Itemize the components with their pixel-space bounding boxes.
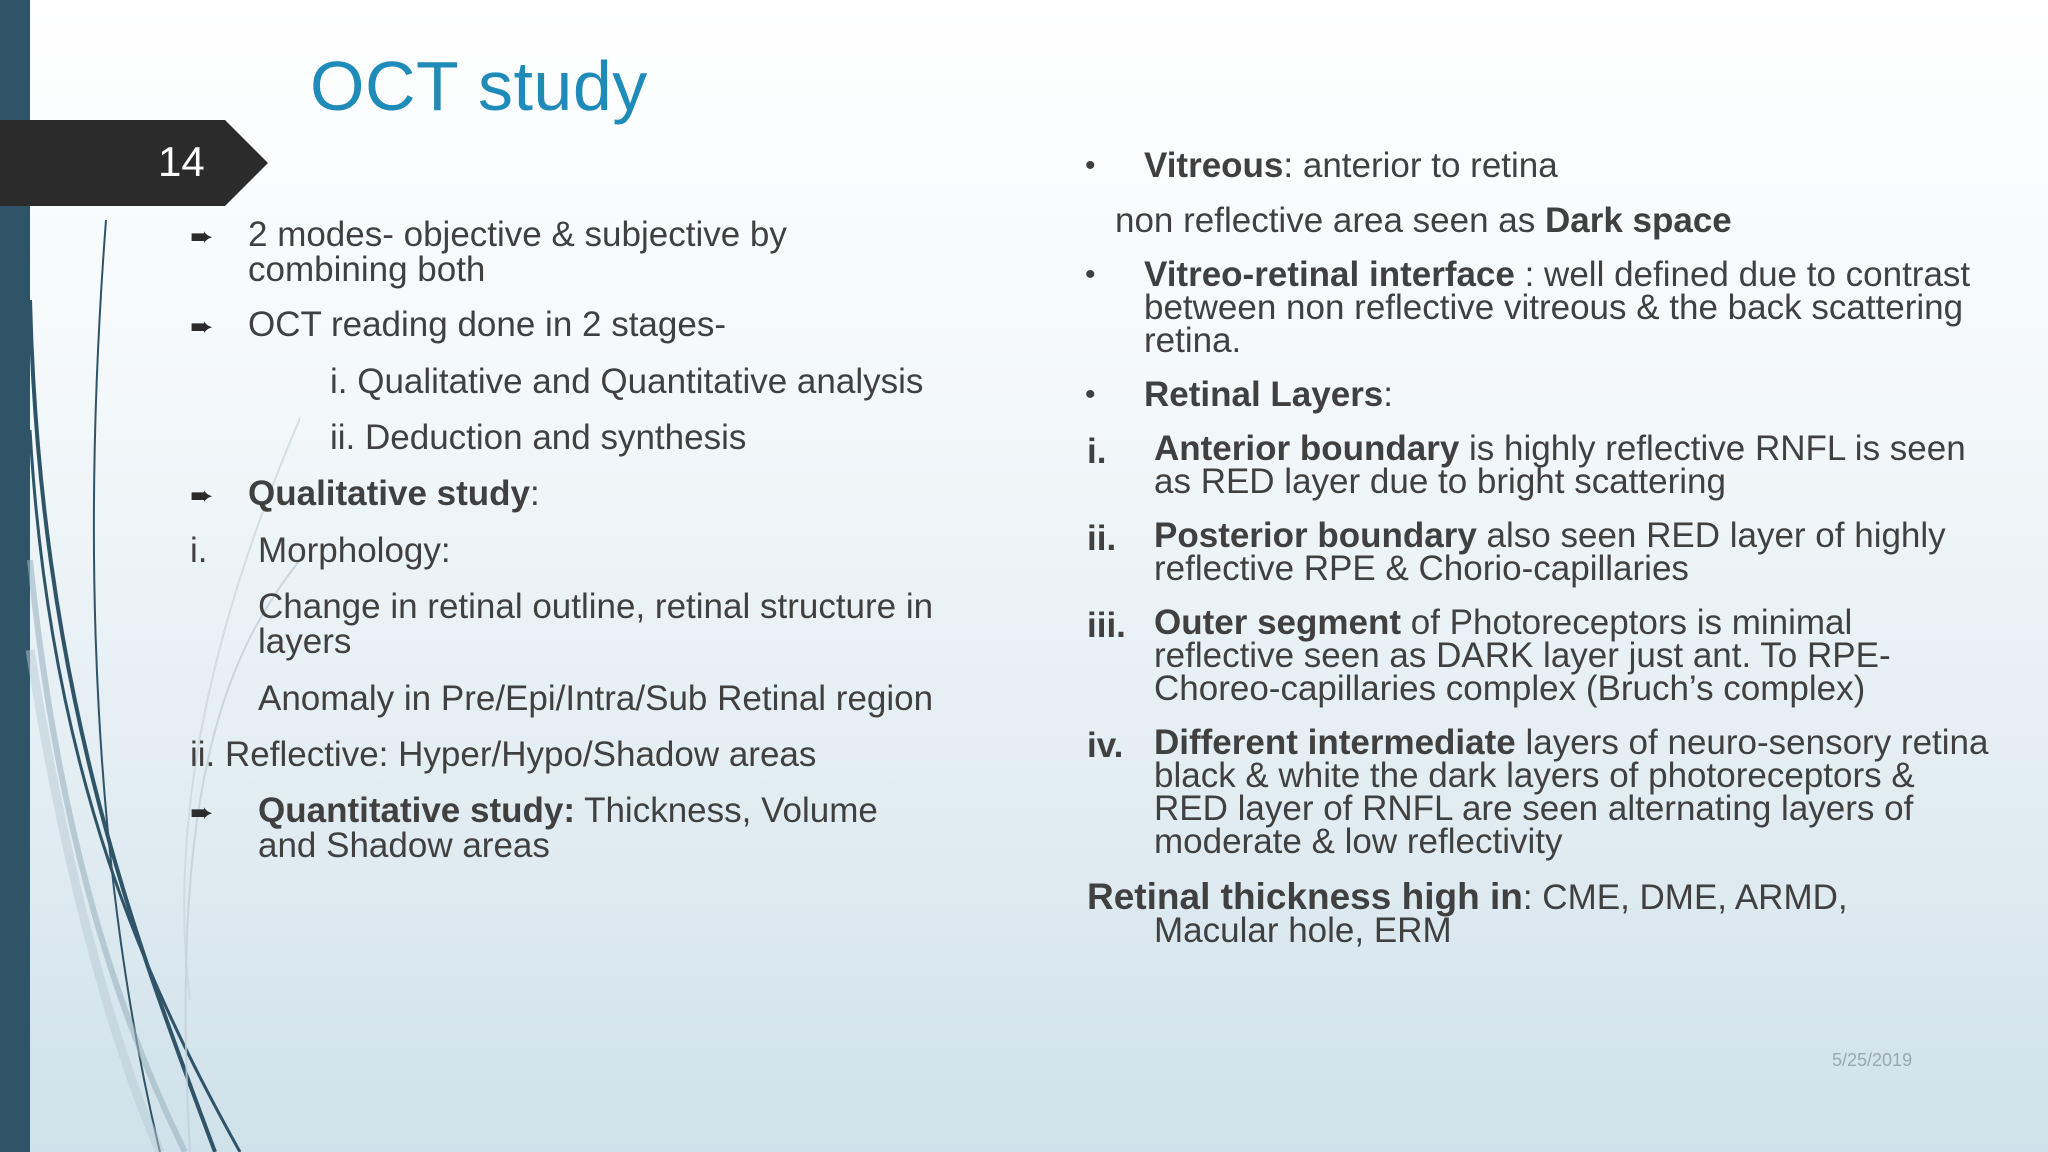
layer-item-intermediate-line2: black & white the dark layers of photoreceptors & xyxy=(1154,756,1915,795)
arrow-bullet-icon: ➨ xyxy=(190,480,214,511)
interface-line2: between non reflective vitreous & the back scattering xyxy=(1144,288,1964,327)
slide-title: OCT study xyxy=(310,47,648,125)
layer-item-anterior-line2: as RED layer due to bright scattering xyxy=(1154,462,1726,501)
layer-item-outer-segment-line3: Choreo-capillaries complex (Bruch’s complex) xyxy=(1154,669,1866,708)
stage-deduction-synthesis: ii. Deduction and synthesis xyxy=(330,418,747,457)
layer-item-intermediate-line1: Different intermediate layers of neuro-sensory retina xyxy=(1154,723,1989,762)
bullet-quantitative-study-line1: Quantitative study: Thickness, Volume xyxy=(258,791,878,830)
morphology-change-line1: Change in retinal outline, retinal structure in xyxy=(258,587,934,626)
layer-item-number: ii. xyxy=(1087,519,1117,558)
morphology-change-line2: layers xyxy=(258,622,352,661)
dot-bullet-icon: • xyxy=(1085,258,1096,291)
reflective-areas: ii. Reflective: Hyper/Hypo/Shadow areas xyxy=(190,735,817,774)
layer-item-anterior-line1: Anterior boundary is highly reflective RNFL is seen xyxy=(1154,429,1966,468)
vitreous-line: Vitreous: anterior to retina xyxy=(1144,146,1558,185)
layer-item-intermediate-line4: moderate & low reflectivity xyxy=(1154,822,1563,861)
morphology-anomaly: Anomaly in Pre/Epi/Intra/Sub Retinal region xyxy=(258,679,934,718)
dot-bullet-icon: • xyxy=(1085,378,1096,411)
layer-item-intermediate-line3: RED layer of RNFL are seen alternating layers of xyxy=(1154,789,1914,828)
retinal-layers-heading: Retinal Layers: xyxy=(1144,375,1394,414)
vitreous-dark-space: non reflective area seen as Dark space xyxy=(1115,201,1732,240)
bullet-modes-line2: combining both xyxy=(248,250,486,289)
retinal-thickness-line1: Retinal thickness high in: CME, DME, ARMD, xyxy=(1087,876,1848,917)
retinal-thickness-line2: Macular hole, ERM xyxy=(1154,911,1452,950)
bullet-qualitative-study: Qualitative study: xyxy=(248,474,540,513)
arrow-bullet-icon: ➨ xyxy=(190,221,214,252)
arrow-bullet-icon: ➨ xyxy=(190,311,214,342)
arrow-bullet-icon: ➨ xyxy=(190,797,214,828)
tag-shape xyxy=(0,120,270,206)
interface-line1: Vitreo-retinal interface : well defined due to contrast xyxy=(1144,255,1971,294)
layer-item-number: iv. xyxy=(1087,726,1124,765)
layer-item-outer-segment-line1: Outer segment of Photoreceptors is minimal xyxy=(1154,603,1853,642)
stage-qualitative-quantitative: i. Qualitative and Quantitative analysis xyxy=(330,362,924,401)
morphology-number: i. xyxy=(190,531,208,570)
layer-item-posterior-line2: reflective RPE & Chorio-capillaries xyxy=(1154,549,1689,588)
layer-item-number: iii. xyxy=(1087,606,1126,645)
dot-bullet-icon: • xyxy=(1085,149,1096,182)
bullet-quantitative-study-line2: and Shadow areas xyxy=(258,826,550,865)
morphology-label: Morphology: xyxy=(258,531,451,570)
layer-item-outer-segment-line2: reflective seen as DARK layer just ant. To RPE- xyxy=(1154,636,1891,675)
interface-line3: retina. xyxy=(1144,321,1242,360)
layer-item-posterior-line1: Posterior boundary also seen RED layer of highly xyxy=(1154,516,1946,555)
slide-date: 5/25/2019 xyxy=(1832,1050,1913,1070)
layer-item-number: i. xyxy=(1087,432,1107,471)
bullet-modes-line1: 2 modes- objective & subjective by xyxy=(248,215,787,254)
bullet-reading-stages: OCT reading done in 2 stages- xyxy=(248,305,726,344)
slide-number-tag xyxy=(0,120,270,206)
slide-number: 14 xyxy=(158,138,205,185)
